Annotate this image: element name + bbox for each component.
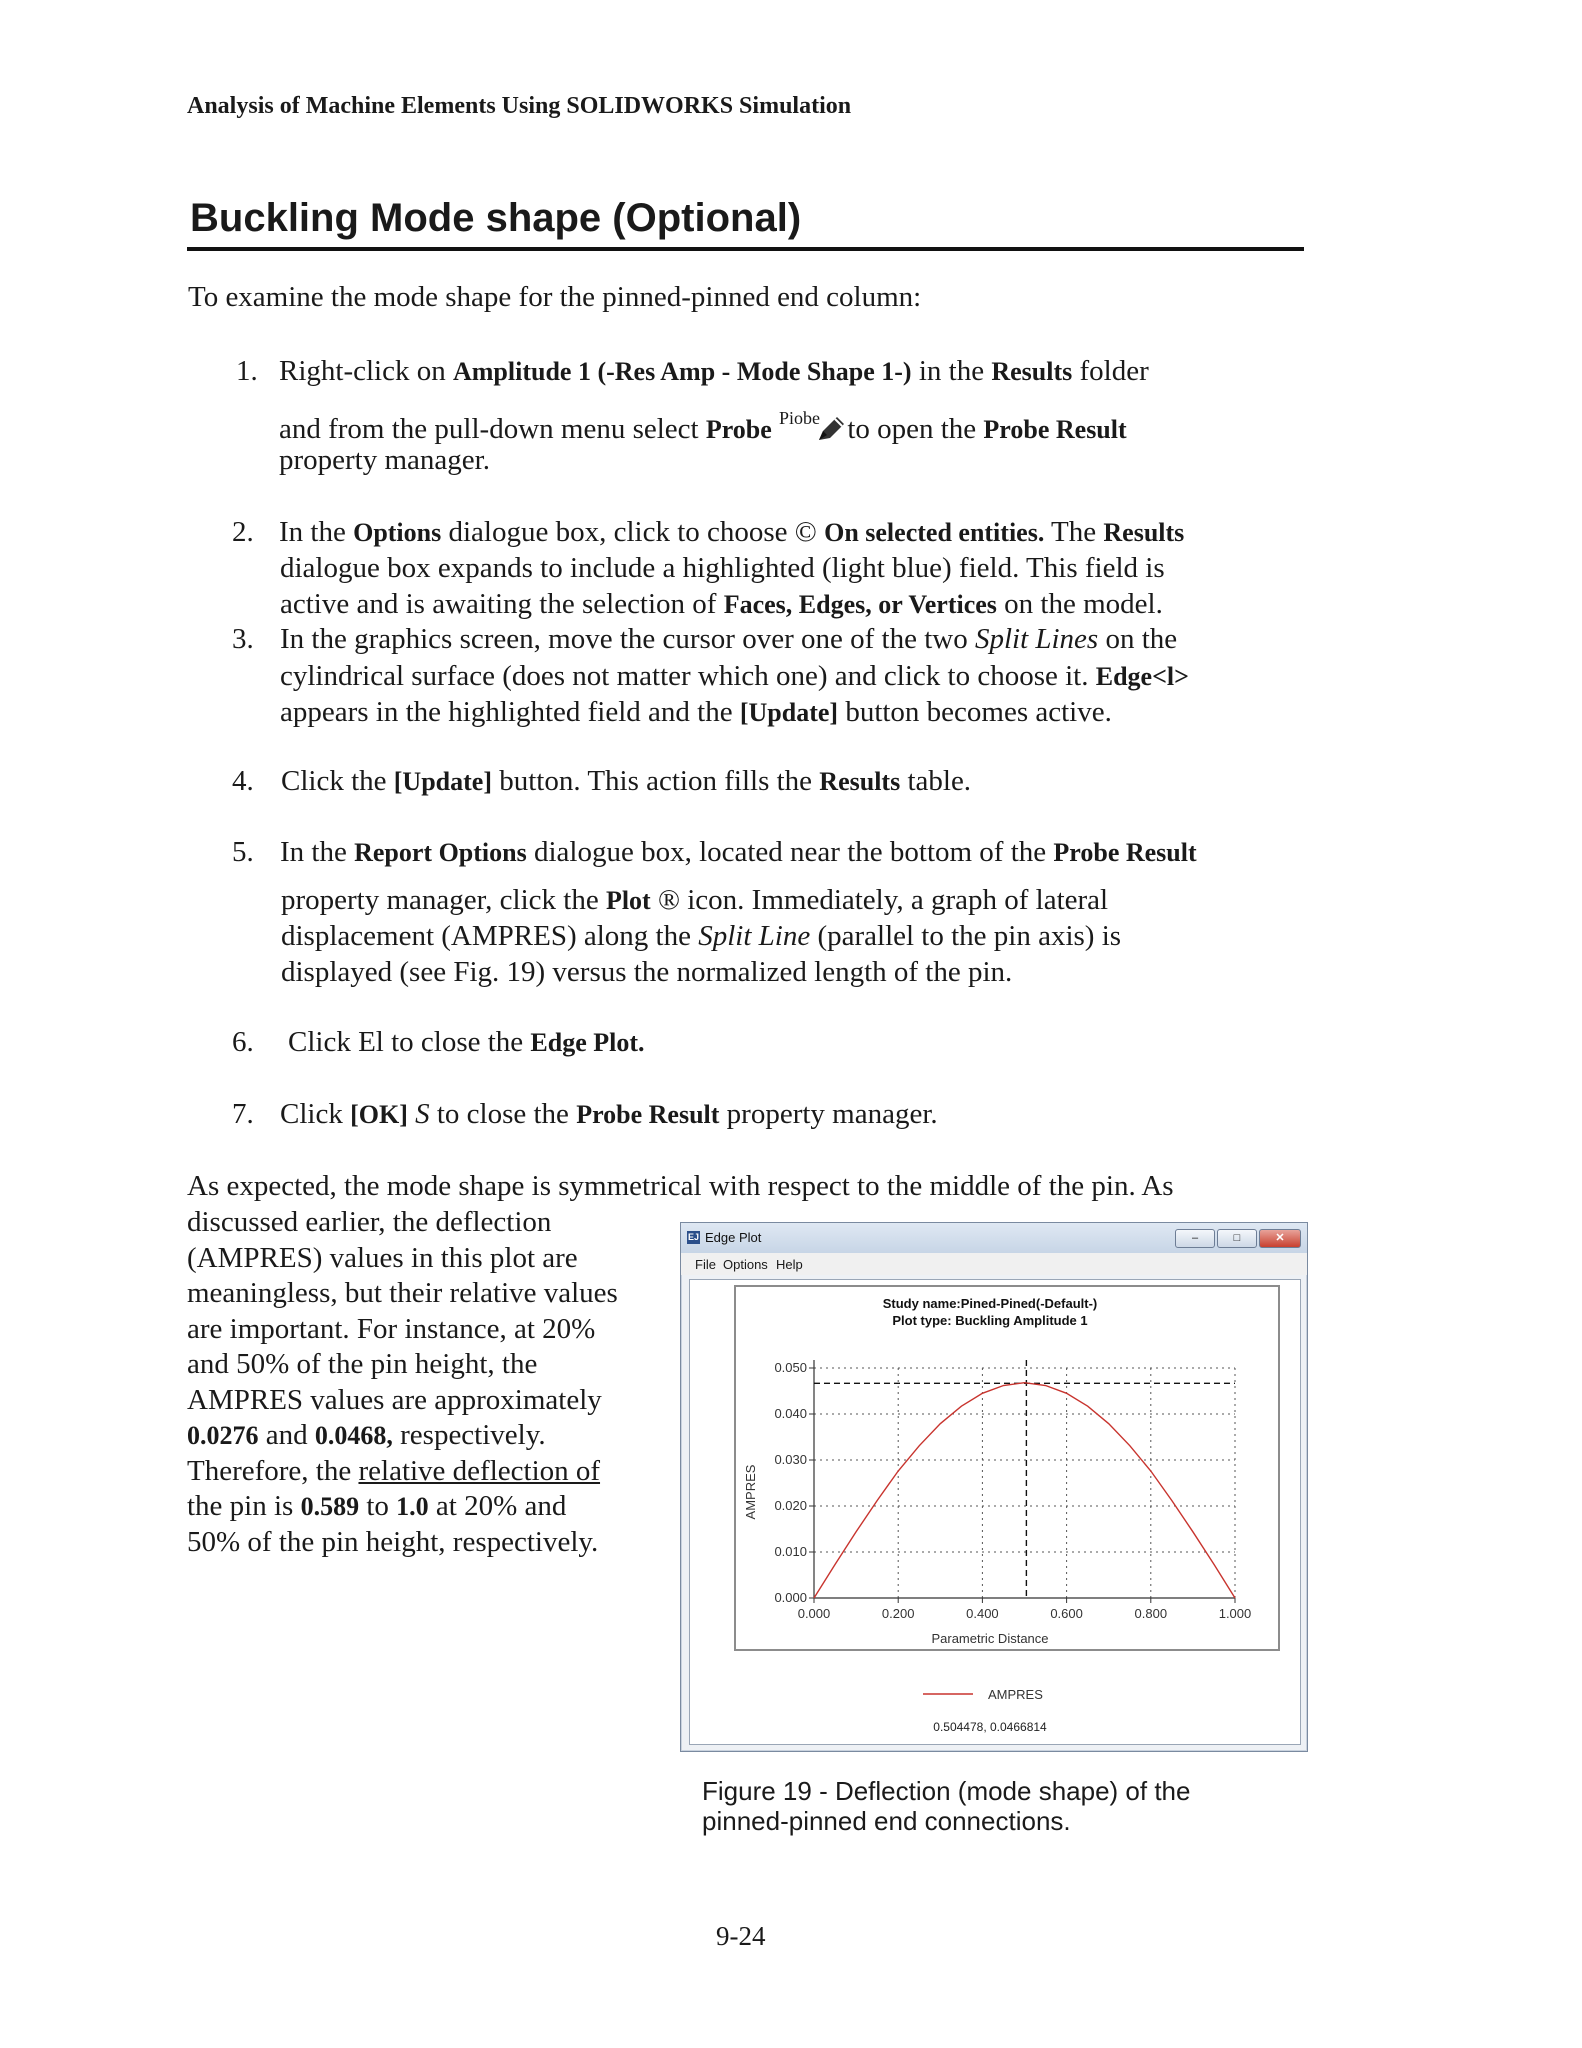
step-4-line-1: Click the [Update] button. This action fills the Results table. <box>281 765 972 797</box>
step-1-line-3: property manager. <box>279 444 490 476</box>
step-1-line-1: Right-click on Amplitude 1 (-Res Amp - Mode Shape 1-) in the Results folder <box>279 355 1149 387</box>
x-tick-label: 0.200 <box>881 1606 915 1621</box>
discussion-line: AMPRES values are approximately <box>187 1384 602 1416</box>
step-2-line-1: In the Options dialogue box, click to choose © On selected entities. The Results <box>279 516 1185 548</box>
y-tick-label: 0.020 <box>774 1498 807 1513</box>
chart-series <box>814 1360 1235 1598</box>
y-tick-label: 0.040 <box>774 1406 807 1421</box>
step-3-line-1: In the graphics screen, move the cursor over one of the two Split Lines on the <box>280 623 1178 655</box>
section-title: Buckling Mode shape (Optional) <box>190 196 802 240</box>
figure-caption-line: Figure 19 - Deflection (mode shape) of the <box>702 1776 1191 1806</box>
step-5-line-4: displayed (see Fig. 19) versus the normalized length of the pin. <box>281 956 1013 988</box>
step-5-line-3: displacement (AMPRES) along the Split Line (parallel to the pin axis) is <box>281 920 1122 952</box>
x-tick-label: 0.600 <box>1050 1606 1083 1621</box>
step-1-line-2: and from the pull-down menu select Probe $^{Piobe}$ to open the Probe Result <box>279 408 1127 445</box>
step-number: 5. <box>232 836 254 868</box>
step-number: 6. <box>232 1026 254 1058</box>
probe-label: Piobe <box>779 408 821 428</box>
figure-caption-line: pinned-pinned end connections. <box>702 1806 1071 1836</box>
discussion-line: discussed earlier, the deflection <box>187 1206 552 1238</box>
chart-axes <box>814 1360 1235 1598</box>
plot-client-area <box>689 1279 1301 1745</box>
chart-title: Study name:Pined-Pined(-Default-) <box>882 1296 1098 1311</box>
maximize-button[interactable]: □ <box>1217 1229 1257 1248</box>
step-3-line-2: cylindrical surface (does not matter which one) and click to choose it. Edge<l> <box>280 660 1189 692</box>
discussion-line: meaningless, but their relative values <box>187 1277 618 1309</box>
x-axis-label: Parametric Distance <box>931 1631 1049 1646</box>
step-5-line-2: property manager, click the Plot ® icon. Immediately, a graph of lateral <box>281 884 1109 916</box>
discussion-line: are important. For instance, at 20% <box>187 1313 596 1345</box>
step-number: 4. <box>232 765 254 797</box>
minimize-button[interactable]: – <box>1175 1229 1215 1248</box>
discussion-line: 50% of the pin height, respectively. <box>187 1526 599 1558</box>
figure-caption <box>702 1776 1190 1836</box>
y-tick-label: 0.030 <box>774 1452 807 1467</box>
discussion-line: the pin is 0.589 to 1.0 at 20% and <box>187 1490 567 1522</box>
edge-plot-chart <box>690 1280 1300 1744</box>
app-icon: EJ <box>687 1232 699 1242</box>
title-divider <box>187 247 1304 251</box>
step-number: 1. <box>236 355 258 387</box>
discussion-line: As expected, the mode shape is symmetrical with respect to the middle of the pin. As <box>187 1170 1174 1202</box>
step-6-line-1: Click El to close the Edge Plot. <box>288 1026 645 1058</box>
probe-pencil-icon <box>813 414 847 442</box>
x-tick-label: 0.000 <box>797 1606 831 1621</box>
menu-help[interactable]: Help <box>776 1257 803 1272</box>
x-tick-label: 0.400 <box>966 1606 999 1621</box>
chart-gridlines <box>814 1368 1235 1598</box>
edge-plot-window <box>680 1222 1308 1752</box>
intro-text: To examine the mode shape for the pinned-pinned end column: <box>188 281 922 313</box>
step-number: 7. <box>232 1098 254 1130</box>
running-header: Analysis of Machine Elements Using SOLIDWORKS Simulation <box>187 93 852 119</box>
y-tick-label: 0.050 <box>774 1360 807 1375</box>
chart-ticks <box>774 1360 1251 1621</box>
window-title: Edge Plot <box>705 1230 762 1245</box>
y-tick-label: 0.000 <box>774 1590 807 1605</box>
y-tick-label: 0.010 <box>774 1544 807 1559</box>
step-5-line-1: In the Report Options dialogue box, located near the bottom of the Probe Result <box>280 836 1197 868</box>
discussion-line: (AMPRES) values in this plot are <box>187 1242 578 1274</box>
chart-subtitle: Plot type: Buckling Amplitude 1 <box>892 1313 1088 1328</box>
legend-label: AMPRES <box>988 1687 1043 1702</box>
discussion-line: Therefore, the relative deflection of <box>187 1455 601 1487</box>
discussion-line: and 50% of the pin height, the <box>187 1348 538 1380</box>
step-2-line-2: dialogue box expands to include a highlighted (light blue) field. This field is <box>280 552 1165 584</box>
y-axis-label: AMPRES <box>743 1464 758 1520</box>
menu-file[interactable]: File <box>695 1257 716 1272</box>
step-number: 2. <box>232 516 254 548</box>
x-tick-label: 1.000 <box>1218 1606 1252 1621</box>
x-tick-label: 0.800 <box>1134 1606 1168 1621</box>
cursor-readout: 0.504478, 0.0466814 <box>933 1720 1047 1734</box>
step-7-line-1: Click [OK] S to close the Probe Result property manager. <box>280 1098 938 1130</box>
step-2-line-3: active and is awaiting the selection of Faces, Edges, or Vertices on the model. <box>280 588 1163 620</box>
close-button[interactable]: ✕ <box>1259 1229 1301 1248</box>
series-line-ampres <box>814 1383 1235 1598</box>
step-3-line-3: appears in the highlighted field and the [Update] button becomes active. <box>280 696 1112 728</box>
menu-options[interactable]: Options <box>723 1257 768 1272</box>
page-number: 9-24 <box>716 1921 766 1951</box>
step-number: 3. <box>232 623 254 655</box>
menu-bar <box>681 1253 1307 1275</box>
discussion-line: 0.0276 and 0.0468, respectively. <box>187 1419 546 1451</box>
